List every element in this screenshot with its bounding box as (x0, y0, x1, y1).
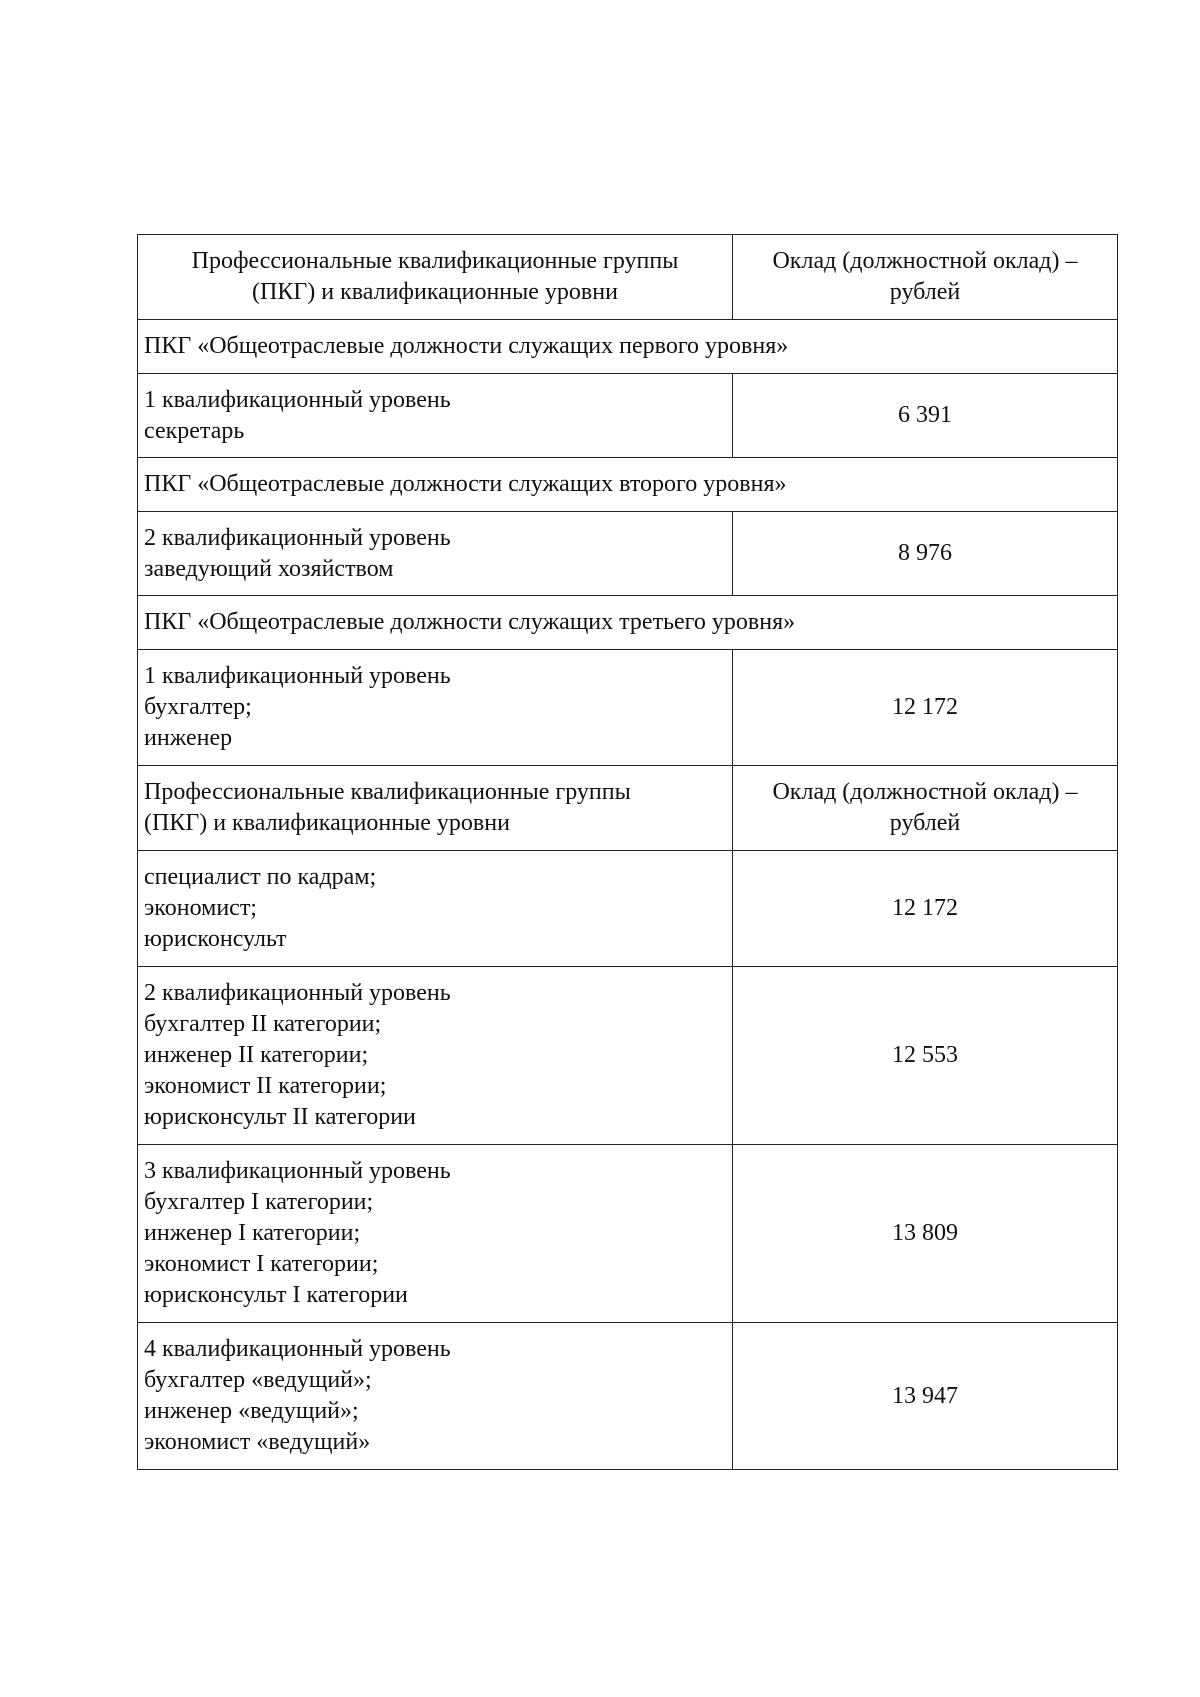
qualification-line: экономист I категории; (144, 1251, 379, 1277)
qualification-line: 3 квалификационный уровень (144, 1158, 451, 1184)
salary-table (137, 234, 1118, 1470)
qualification-line: инженер II категории; (144, 1042, 369, 1068)
section-title: ПКГ «Общеотраслевые должности служащих третьего уровня» (138, 596, 1118, 650)
qualification-cell (138, 650, 733, 766)
header-groups-line-2: (ПКГ) и квалификационные уровни (144, 810, 510, 836)
table-row (138, 374, 1118, 458)
header-groups-cell (138, 766, 733, 851)
table-row (138, 967, 1118, 1145)
qualification-line: юрисконсульт (144, 926, 287, 952)
qualification-line: заведующий хозяйством (144, 555, 394, 582)
qualification-line: бухгалтер II категории; (144, 1011, 382, 1037)
qualification-line: инженер «ведущий»; (144, 1398, 359, 1424)
header-salary-cell (733, 766, 1118, 851)
section-row (138, 320, 1118, 374)
section-title: ПКГ «Общеотраслевые должности служащих второго уровня» (138, 458, 1118, 512)
qualification-line: юрисконсульт II категории (144, 1104, 416, 1130)
table-header-row-repeated (138, 766, 1118, 851)
header-groups-line-2: (ПКГ) и квалификационные уровни (252, 279, 618, 305)
qualification-line: юрисконсульт I категории (144, 1282, 408, 1308)
header-salary-line-2: рублей (889, 279, 961, 305)
qualification-cell (138, 1145, 733, 1323)
qualification-line: бухгалтер «ведущий»; (144, 1367, 372, 1393)
header-salary-cell (733, 235, 1118, 320)
qualification-cell (138, 851, 733, 967)
salary-value: 6 391 (733, 374, 1118, 458)
salary-value: 8 976 (733, 512, 1118, 596)
qualification-line: секретарь (144, 417, 245, 444)
qualification-line: инженер I категории; (144, 1220, 361, 1246)
qualification-line: специалист по кадрам; (144, 864, 377, 890)
qualification-line: экономист II категории; (144, 1073, 387, 1099)
qualification-cell (138, 1323, 733, 1470)
salary-value: 12 553 (733, 967, 1118, 1145)
qualification-line: 2 квалификационный уровень (144, 980, 451, 1006)
qualification-line: экономист; (144, 895, 257, 921)
section-title: ПКГ «Общеотраслевые должности служащих первого уровня» (138, 320, 1118, 374)
qualification-line: 4 квалификационный уровень (144, 1336, 451, 1362)
qualification-cell (138, 374, 733, 458)
salary-value: 13 809 (733, 1145, 1118, 1323)
qualification-line: бухгалтер; (144, 694, 252, 720)
table-row (138, 650, 1118, 766)
qualification-line: экономист «ведущий» (144, 1429, 371, 1455)
header-groups-line-1: Профессиональные квалификационные группы (144, 779, 631, 805)
header-groups-cell (138, 235, 733, 320)
qualification-cell (138, 512, 733, 596)
header-groups-line-1: Профессиональные квалификационные группы (191, 248, 679, 274)
salary-value: 12 172 (733, 650, 1118, 766)
qualification-line: 1 квалификационный уровень (144, 663, 451, 689)
salary-value: 12 172 (733, 851, 1118, 967)
qualification-line: 2 квалификационный уровень (144, 524, 451, 551)
section-row (138, 458, 1118, 512)
table-row (138, 1145, 1118, 1323)
qualification-cell (138, 967, 733, 1145)
header-salary-line-2: рублей (889, 810, 961, 836)
table-row (138, 512, 1118, 596)
header-salary-line-1: Оклад (должностной оклад) – (772, 779, 1078, 805)
qualification-line: 1 квалификационный уровень (144, 386, 451, 413)
table-row (138, 1323, 1118, 1470)
qualification-line: инженер (144, 725, 233, 751)
table-row (138, 851, 1118, 967)
section-row (138, 596, 1118, 650)
table-header-row (138, 235, 1118, 320)
salary-value: 13 947 (733, 1323, 1118, 1470)
header-salary-line-1: Оклад (должностной оклад) – (772, 248, 1078, 274)
qualification-line: бухгалтер I категории; (144, 1189, 374, 1215)
